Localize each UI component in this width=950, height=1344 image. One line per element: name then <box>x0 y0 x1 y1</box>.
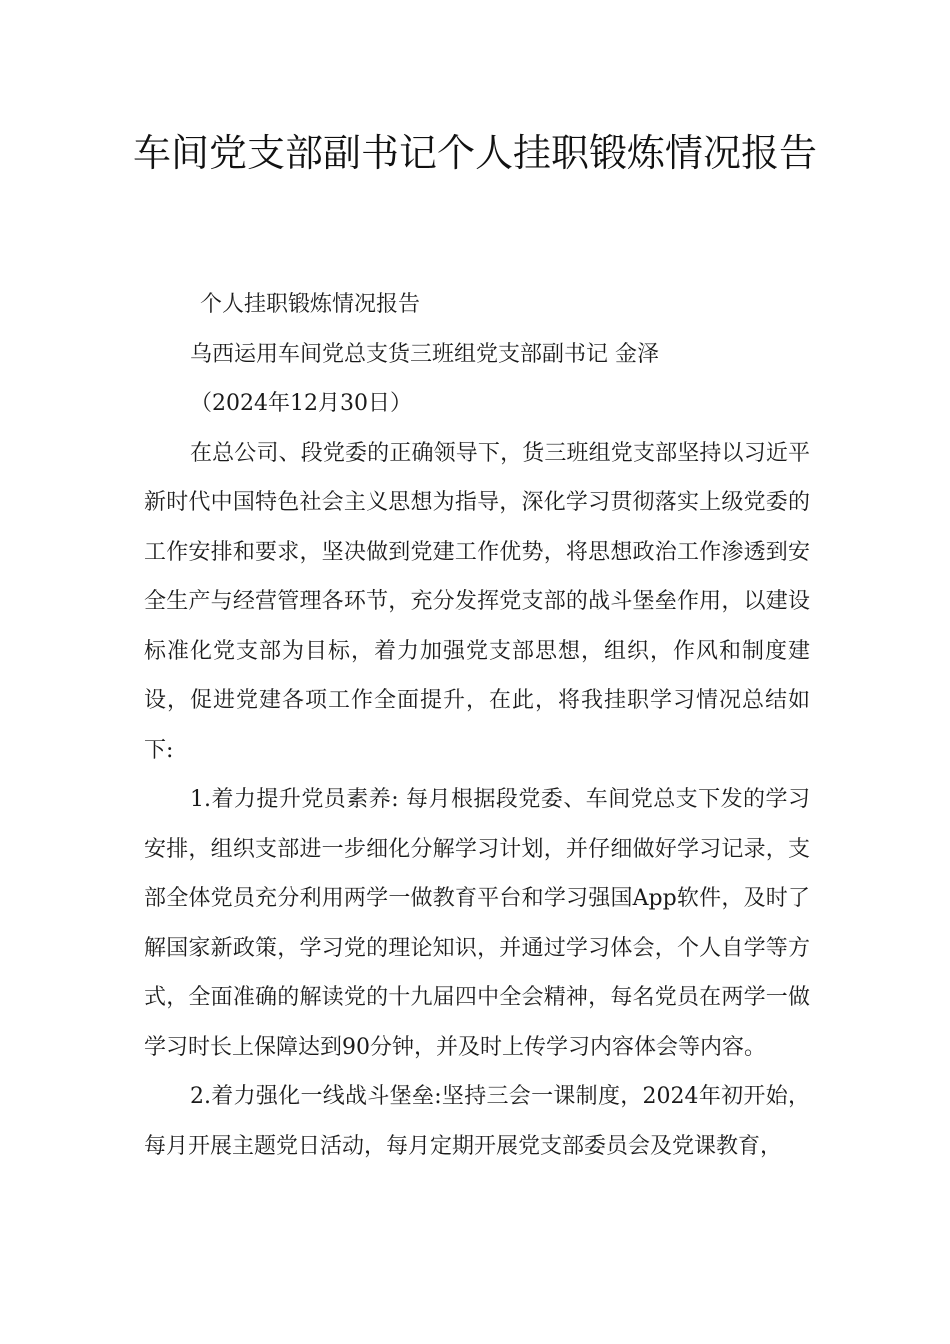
paragraph-intro: 在总公司、段党委的正确领导下，货三班组党支部坚持以习近平新时代中国特色社会主义思想为指导，深化学习贯彻落实上级党委的工作安排和要求，坚决做到党建工作优势，将思想政治工作渗透到安全生产与经营管理各环节，充分发挥党支部的战斗堡垒作用，以建设标准化党支部为目标，着力加强党支部思想，组织，作风和制度建设，促进党建各项工作全面提升，在此，将我挂职学习情况总结如下: <box>144 440 810 763</box>
document-body <box>144 280 810 1171</box>
date-line: （2024年12月30日） <box>190 391 412 416</box>
author-line: 乌西运用车间党总支货三班组党支部副书记 金泽 <box>190 341 659 367</box>
paragraph-item-1: 1.着力提升党员素养: 每月根据段党委、车间党总支下发的学习安排，组织支部进一步细化分解学习计划，并仔细做好学习记录，支部全体党员充分利用两学一做教育平台和学习强国App软件，及时了解国家新政策，学习党的理论知识，并通过学习体会，个人自学等方式，全面准确的解读党的十九届四中全会精神，每名党员在两学一做学习时长上保障达到90分钟，并及时上传学习内容体会等内容。 <box>144 787 810 1060</box>
document-title: 车间党支部副书记个人挂职锻炼情况报告 <box>132 131 817 175</box>
report-subtitle: 个人挂职锻炼情况报告 <box>200 292 421 317</box>
paragraph-item-2: 2.着力强化一线战斗堡垒:坚持三会一课制度，2024年初开始，每月开展主题党日活动，每月定期开展党支部委员会及党课教育， <box>144 1084 810 1159</box>
